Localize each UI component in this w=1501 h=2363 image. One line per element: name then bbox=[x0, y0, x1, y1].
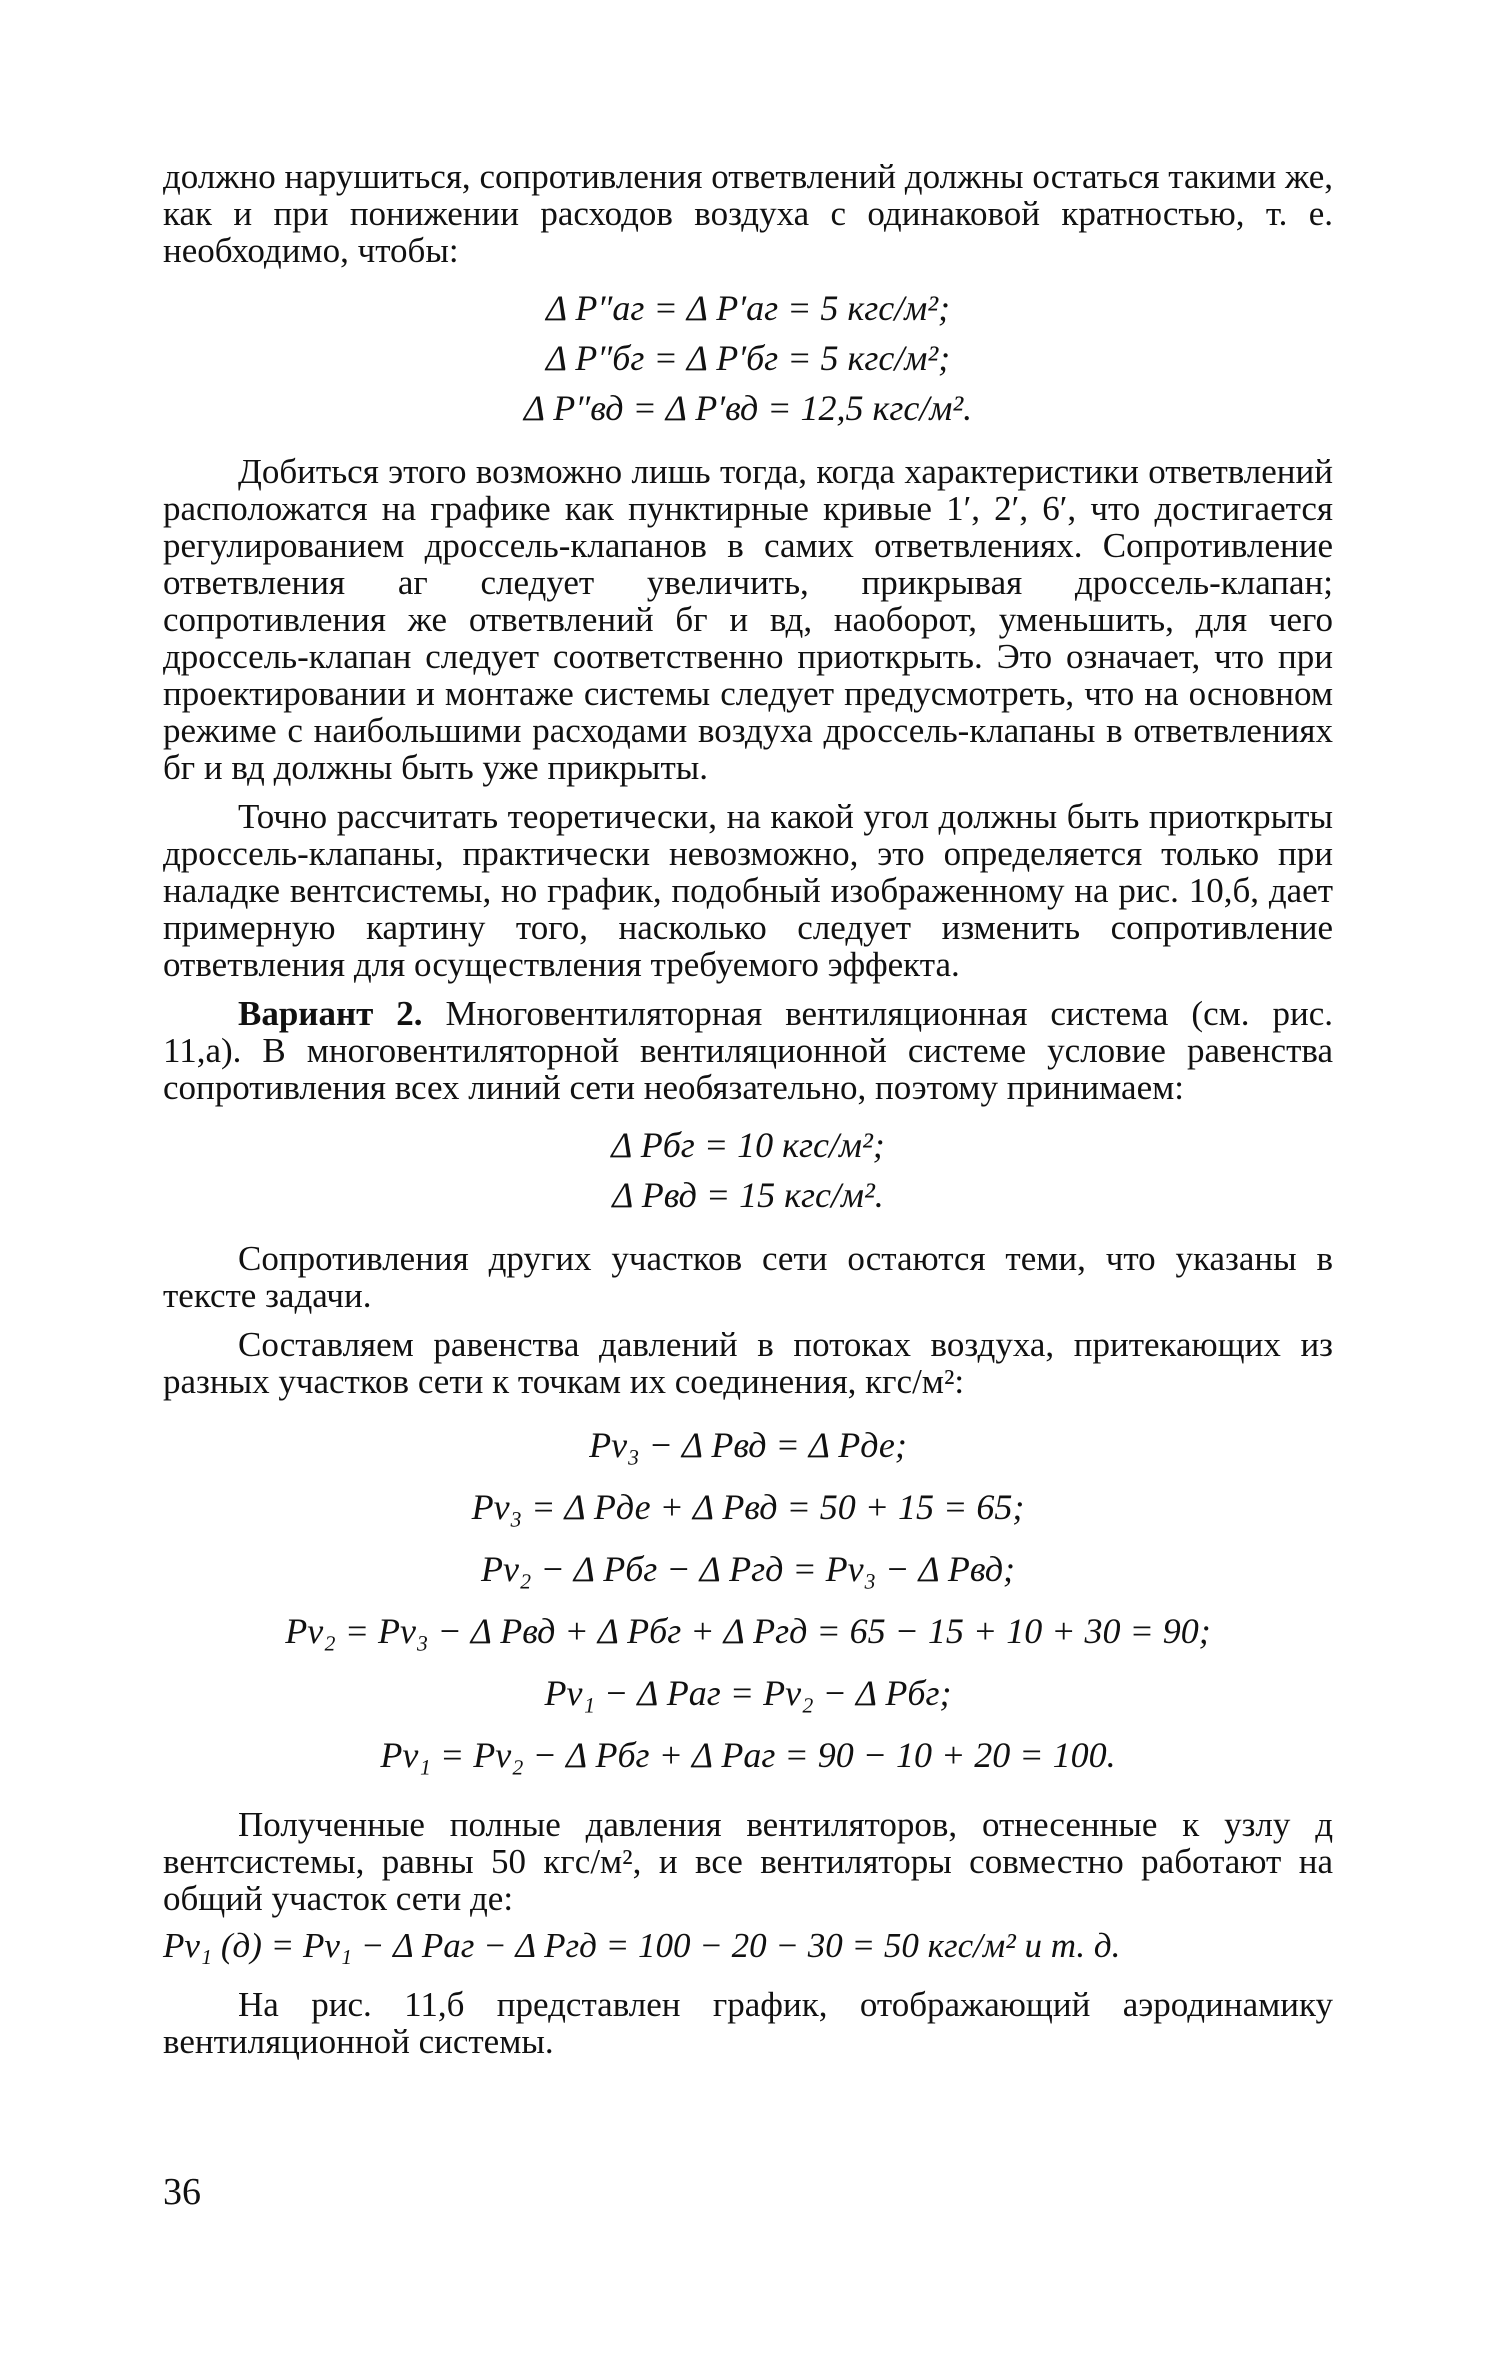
formula-9: Pv₂ = Pv₃ − Δ Pвд + Δ Pбг + Δ Pгд = 65 − 15 + 10 + 30 = 90; bbox=[285, 1611, 1211, 1651]
paragraph-2: Добиться этого возможно лишь тогда, когда характеристики ответвлений расположатся на графике как пунктирные кривые 1′, 2′, 6′, что достигается регулированием дроссель-клапанов в самих ответвлениях. Сопротивление ответвления аг следует увеличить, прикрывая дроссель-клапан; сопротивления же ответвлений бг и вд, наоборот, уменьшить, для чего дроссель-клапан следует соответственно приоткрыть. Это означает, что при проектировании и монтаже системы следует предусмотреть, что на основном режиме с наибольшими расходами воздуха дроссель-клапаны в ответвлениях бг и вд должны быть уже прикрыты. bbox=[163, 452, 1333, 787]
paragraph-1: должно нарушиться, сопротивления ответвлений должны остаться такими же, как и при понижении расходов воздуха с одинаковой кратностью, т. е. необходимо, чтобы: bbox=[163, 157, 1333, 270]
formula-8: Pv₂ − Δ Pбг − Δ Pгд = Pv₃ − Δ Pвд; bbox=[480, 1549, 1016, 1589]
paragraph-4 bbox=[163, 995, 1333, 1106]
formula-final: Pv₁ (д) = Pv₁ − Δ Pаг − Δ Pгд = 100 − 20 − 30 = 50 кгс/м² и т. д. bbox=[163, 1926, 1121, 1965]
page-body bbox=[163, 158, 1333, 2060]
paragraph-3: Точно рассчитать теоретически, на какой угол должны быть приоткрыты дроссель-клапаны, практически невозможно, это определяется только при наладке вентсистемы, но график, подобный изображенному на рис. 10,б, дает примерную картину того, насколько следует изменить сопротивление ответвления для осуществления требуемого эффекта. bbox=[163, 797, 1333, 984]
page-number: 36 bbox=[163, 2171, 201, 2213]
paragraph-5: Сопротивления других участков сети остаются теми, что указаны в тексте задачи. bbox=[163, 1239, 1333, 1315]
variant-label: Вариант 2. bbox=[238, 994, 423, 1033]
formula-7: Pv₃ = Δ Pде + Δ Pвд = 50 + 15 = 65; bbox=[471, 1487, 1025, 1527]
formula-4: Δ Pбг = 10 кгс/м²; bbox=[611, 1125, 885, 1165]
paragraph-6: Составляем равенства давлений в потоках воздуха, притекающих из разных участков сети к точкам их соединения, кгс/м²: bbox=[163, 1325, 1333, 1401]
paragraph-7: Полученные полные давления вентиляторов, отнесенные к узлу д вентсистемы, равны 50 кгс/м², и все вентиляторы совместно работают на общий участок сети де: bbox=[163, 1805, 1333, 1918]
formula-group-2 bbox=[163, 1120, 1333, 1220]
formula-1: Δ P″аг = Δ P′аг = 5 кгс/м²; bbox=[545, 288, 951, 328]
formula-group-3 bbox=[163, 1414, 1333, 1786]
formula-group-1 bbox=[163, 283, 1333, 433]
formula-5: Δ Pвд = 15 кгс/м². bbox=[612, 1175, 884, 1215]
paragraph-8: На рис. 11,б представлен график, отображающий аэродинамику вентиляционной системы. bbox=[163, 1985, 1333, 2061]
formula-2: Δ P″бг = Δ P′бг = 5 кгс/м²; bbox=[545, 338, 951, 378]
formula-3: Δ P″вд = Δ P′вд = 12,5 кгс/м². bbox=[523, 388, 973, 428]
formula-10: Pv₁ − Δ Pаг = Pv₂ − Δ Pбг; bbox=[544, 1673, 952, 1713]
formula-11: Pv₁ = Pv₂ − Δ Pбг + Δ Pаг = 90 − 10 + 20 = 100. bbox=[380, 1735, 1116, 1775]
formula-6: Pv₃ − Δ Pвд = Δ Pде; bbox=[589, 1425, 907, 1465]
paragraph-4-text: Многовентиляторная вентиляционная система (см. рис. 11,а). В многовентиляторной вентиляционной системе условие равенства сопротивления всех линий сети необязательно, поэтому принимаем: bbox=[163, 994, 1333, 1107]
